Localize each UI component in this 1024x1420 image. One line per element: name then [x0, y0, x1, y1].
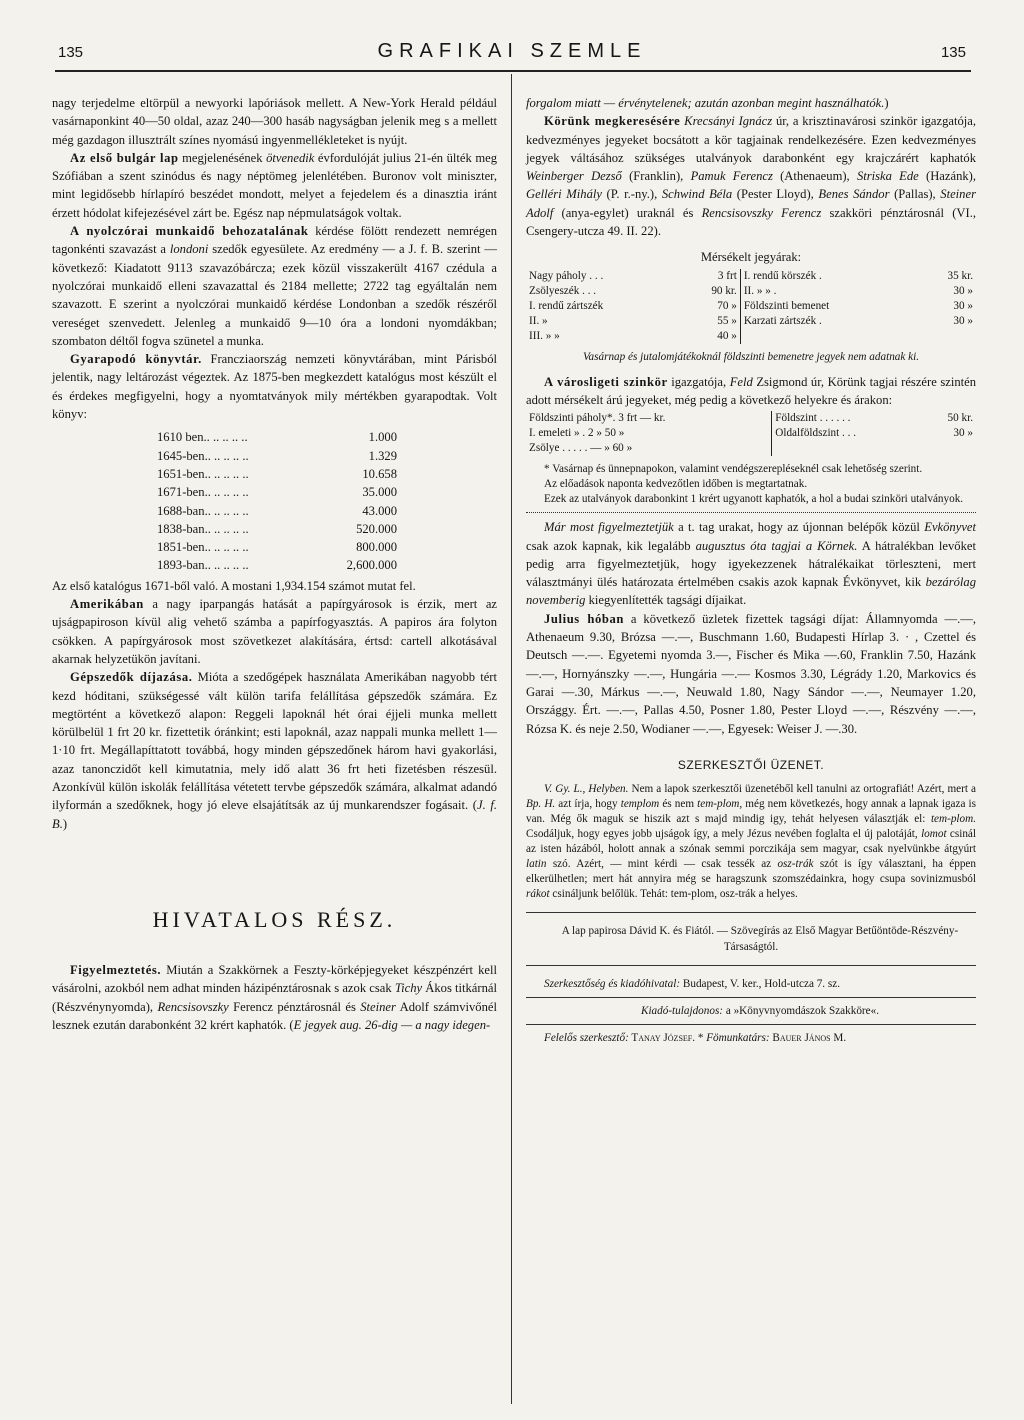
article-america-paper	[52, 595, 497, 668]
seat-name: Nagy páholy . . .	[529, 269, 604, 282]
article-newyork: nagy terjedelme eltörpül a newyorki lapóriások mellett. A New-York Herald például vasárnaponkint 40—50 oldal, azaz 240—300 hasáb nagyságban jelenik meg s a mellett még gazdagon illusztrált színes nyomású ingyenmellékleteket is nyújt.	[52, 96, 497, 147]
text: (Pallas),	[889, 187, 941, 202]
text: Csodáljuk, hogy egyes jobb ujságok így, a mely Jézus nevében foglalta el új palotáját,	[526, 828, 922, 841]
seat-name: II. »	[529, 314, 548, 327]
catalog-year: 1893-ban.. .. .. .. ..	[157, 558, 249, 573]
text: szó. Azért, — mint kérdi — csak tessék az	[546, 858, 778, 871]
catalog-year: 1645-ben.. .. .. .. ..	[157, 448, 249, 463]
emphasis: ötvenedik	[266, 150, 315, 165]
emphasis: Steiner	[360, 999, 396, 1014]
text: (Franklin),	[621, 169, 691, 184]
price-table-krisztina	[526, 269, 976, 344]
article-varosliget-theatre	[526, 373, 976, 410]
text: Miután a Szakkörnek a Feszty-körképjegyeket készpénzért kell vásárolni, azokból nem adhat minden házipénztárosnak s azok csak	[52, 963, 497, 996]
emphasis: Striska Ede	[856, 169, 919, 184]
seat-name: Zsölyeszék . . .	[529, 284, 597, 297]
notice-continued	[526, 94, 976, 112]
seat-price: 30 »	[953, 284, 973, 297]
text: igazgatója,	[667, 374, 730, 389]
seat-name	[740, 329, 916, 344]
text: Ákos titkárnál (Részvénynyomda),	[52, 981, 497, 1014]
seat-price	[922, 441, 976, 456]
table-row	[526, 441, 976, 456]
catalog-value: 800.000	[356, 540, 397, 555]
emphasis: Szerkesztőség és kiadóhivatal:	[544, 978, 681, 991]
prices-note	[526, 350, 976, 365]
emphasis: templom	[620, 798, 660, 811]
catalog-value: 35.000	[362, 485, 397, 500]
text: )	[62, 816, 68, 831]
catalog-row	[157, 502, 397, 520]
emphasis: V. Gy. L., Helyben.	[544, 783, 629, 796]
text: és nem	[659, 798, 698, 811]
seat-price: 90 kr.	[711, 284, 737, 297]
table-row	[526, 329, 976, 344]
text: kiegyenlítették tagsági díjaikat.	[585, 593, 747, 608]
catalog-value: 1.000	[368, 430, 397, 445]
catalog-value: 43.000	[362, 503, 397, 518]
seat-price: 30 »	[953, 299, 973, 312]
text: Budapest, V. ker., Hold-utcza 7. sz.	[680, 978, 841, 991]
emphasis: Bp. H.	[526, 798, 556, 811]
text: Mióta a szedőgépek használata Amerikában nagyobb tért kezd hóditani, szükségessé vált külön tarifa felállítása gépszedők számára. Ez megtörtént a következő alapon: Reggeli lapoknál hét órai éjjeli munka mellett körülbelül 1 frt 20 kr. fizettetik óránkint; esti lapoknál, azaz nappali munka mellett 1—1·10 frt. Megállapíttatott továbbá, hogy minden gépszedőnek három havi gyakorlási, azaz tanonczidőt kell kimutatnia, mely idő alatt 36 frt heti fizetésben részesül. Azonkívül külön iskolák felállítása vétetett tervbe gépszedők számára, alkalmat adandó ilyformán a szedőknek, hogy jó eleve elsajátítsák az új munkarendszer fogásait. (	[52, 670, 497, 813]
emphasis: Rencsisovszky	[157, 999, 229, 1014]
article-krisztina-theatre	[526, 112, 976, 240]
footer-office	[526, 976, 976, 992]
emphasis: osz-trák	[777, 858, 814, 871]
seat-price: 30 »	[953, 314, 973, 327]
editor-message	[526, 782, 976, 902]
text: azt írja, hogy	[555, 798, 621, 811]
footnote: * Vasárnap és ünnepnapokon, valamint vendégszerepléseknél csak lehetőség szerint.	[544, 463, 923, 476]
text: a következő üzletek fizettek tagsági díjat: Államnyomda —.—, Athenaeum 9.30, Brózsa —.—, Buschmann 1.60, Budapesti Hírlap 3. · , Czettel és Deutsch —.—. Egyetemi nyomda 3.—, Fischer és Mika —.60, Franklin 7.50, Hazánk —.—, Hornyánszky —.—, Hungária —.— Kosmos 3.30, Légrády 1.20, Markovics és Garai —.30, Márkus —.—, Neuwald 1.80, Nagy Sándor —.—, Neumayer 1.20, Országgy. Ért. —.—, Pallas 4.50, Posner 1.80, Pester Lloyd —.—, Részvény —.—, Rózsa K. és neje 2.50, Wodianer —.—, Egyesek: Weiser J. —.30.	[526, 611, 976, 736]
article-yearbook	[526, 518, 976, 609]
right-column	[526, 94, 976, 1046]
seat-name: Karzati zártszék .	[740, 314, 916, 329]
seat-price: 55 »	[717, 314, 737, 327]
emphasis: Pamuk Ferencz	[690, 169, 773, 184]
text: a t. tag urakat, hogy az újonnan belépők közül	[673, 520, 925, 535]
catalog-summary: Az első katalógus 1671-ből való. A mostani 1,934.154 számot mutat fel.	[52, 578, 416, 593]
emphasis: tem-plom,	[697, 798, 743, 811]
editor-message-title: SZERKESZTŐI ÜZENET.	[677, 757, 825, 772]
seat-name: I. rendű körszék .	[740, 269, 916, 284]
text: kérdése fölött rendezett nemrégen tagonkénti szavazást a	[52, 224, 497, 257]
text: Adolf számvivőnél lesznek ezután darabonként 32 krért kaphatók. (	[52, 999, 497, 1033]
footer-editors	[526, 1030, 976, 1046]
emphasis: Gelléri Mihály	[526, 187, 602, 202]
page-number-right: 135	[940, 44, 966, 61]
journal-title: GRAFIKAI SZEMLE	[377, 40, 647, 62]
catalog-year: 1851-ben.. .. .. .. ..	[157, 540, 249, 555]
seat-price: 50 kr.	[947, 412, 973, 425]
article-fees-july	[526, 610, 976, 738]
seat-price: 3 frt	[717, 269, 737, 282]
lead: Amerikában	[70, 597, 144, 612]
catalog-row	[157, 520, 397, 538]
text: A hátralékban levőket pedig arra figyelmeztetjük, hogy igyekezzenek hátralékaikat törleszteni, mert választmányi ülés határozata értelmében csakis azok kapnak Évkönyvet, kik	[526, 538, 976, 590]
header-rule	[55, 70, 971, 72]
footnote: Az előadások naponta kedvezőtlen időben is megtartatnak.	[544, 478, 808, 491]
catalog-value: 1.329	[368, 448, 397, 463]
page-header	[0, 0, 1024, 72]
seat-price	[916, 329, 976, 344]
text: Nem a lapok szerkesztői üzenetéből kell tanulni az ortografiát! Azért, mert a	[628, 783, 976, 796]
lead: Julius hóban	[544, 611, 624, 626]
catalog-value: 520.000	[356, 521, 397, 536]
footer-rule	[526, 997, 976, 998]
lead: Figyelmeztetés.	[70, 963, 162, 978]
seat-name: III. » »	[529, 329, 560, 342]
seat-name: II. » » .	[740, 284, 916, 299]
emphasis: Krecsányi Ignácz	[680, 114, 773, 129]
emphasis: Kiadó-tulajdonos:	[640, 1005, 724, 1018]
seat-name: I. emeleti » . 2 » 50 »	[529, 427, 625, 440]
catalog-value: 10.658	[362, 466, 397, 481]
catalog-year: 1838-ban.. .. .. .. ..	[157, 521, 249, 536]
text: a »Könyvnyomdászok Szakköre«.	[723, 1005, 880, 1018]
lead: Gépszedők díjazása.	[70, 670, 193, 685]
text: csak azok kapnak, kik legalább	[526, 538, 696, 553]
text: szedők egyesülete. Az eredmény — a J. f. B. szerint — következő: Kiadatott 9113 szavazóbárcza; ezek közül visszakerült 4167 czédula a nyolczórai munkaidő elleni szavazattal és 2184 mellette; 2722 tag egyáltalán nem szavazott. E szerint a nyolczórai munkaidő kérdése Londonban a szedők részéről vereséget szenvedett. Jelenleg a munkaidő 9—10 óra a londoni nyomdákban; szombaton déltől fogva szünetel a munka.	[52, 242, 497, 348]
catalog-year: 1651-ben.. .. .. .. ..	[157, 466, 249, 481]
emphasis: londoni	[169, 242, 209, 257]
seat-price: 30 »	[953, 427, 973, 440]
column-divider	[511, 74, 512, 1404]
catalog-row	[157, 447, 397, 465]
article-bulgarian-paper	[52, 149, 497, 222]
text: a nagy iparpangás hatását a papírgyárosok is érzik, mert az ujságpapiroson kívül alig vehető számba a papírfogyasztás. A papiros ára folyton csökken. A papírgyárosok most szövetkezet alakítására, értsd: cartell alkotásával akarnak helyzetükön javítani.	[52, 597, 497, 666]
article-machine-setters	[52, 668, 497, 833]
source-signature: J. f. B.	[52, 798, 497, 831]
catalog-row	[157, 428, 397, 446]
emphasis: bezárólag novemberig	[526, 575, 976, 608]
catalog-row	[157, 556, 397, 574]
text: Francziaország nemzeti könyvtárában, mint Párisból jelentik, nagy leltározást végeztek. Az 1875-ben megkezdett katalógus most készült el és érdekes megfigyelni, hogy a nyomtatványok mily mértékben gyarapodtak. Volt könyv:	[52, 352, 497, 422]
text: csinál az isten házából, holott annak a szónak semmi porczikája sem magyar, csak nyelvünkbe átgyúrt	[526, 828, 976, 856]
text: még nem következés, hogy annak a lapnak igaza is van. Még ők maguk se hiszik azt s majd mindig igy, tehát helyesen választják el:	[526, 798, 977, 826]
table-row	[526, 411, 976, 426]
emphasis: latin	[526, 858, 547, 871]
text: csináljunk belőlük. Tehát: tem-plom, osz-trák a helyes.	[549, 888, 798, 901]
text: )	[884, 96, 889, 110]
catalog-year: 1688-ban.. .. .. .. ..	[157, 503, 249, 518]
emphasis: Tichy	[394, 981, 423, 996]
text: szót is így választani, ha éppen elkerülhetlen; mert hát annyira még se haragszunk szomszédainkra, hogy csupa sovinizmusból	[526, 858, 976, 886]
article-eight-hours	[52, 222, 497, 350]
emphasis: lomot	[921, 828, 947, 841]
footer-paper-source: A lap papirosa Dávid K. és Fiától. — Szövegírás az Első Magyar Betűöntöde-Részvény-Társaságtól.	[561, 925, 959, 954]
emphasis: E jegyek aug. 26-dig — a nagy idegen-	[293, 1018, 491, 1033]
emphasis: Weinberger Dezső	[526, 169, 622, 184]
catalog-year: 1610 ben.. .. .. .. ..	[157, 430, 248, 445]
text: (Hazánk),	[918, 169, 976, 184]
footer-rule	[526, 965, 976, 966]
seat-price: 35 kr.	[947, 269, 973, 282]
page-number-left: 135	[58, 44, 84, 61]
table-row	[526, 284, 976, 299]
footer-rule	[526, 1024, 976, 1025]
seat-name: Oldalföldszint . . .	[772, 426, 922, 441]
price-table-varosliget	[526, 411, 976, 456]
text: (P. r.-ny.),	[601, 187, 662, 202]
emphasis: rákot	[526, 888, 550, 901]
emphasis: augusztus óta tagjai a Körnek.	[695, 538, 858, 553]
catalog-value: 2,600.000	[346, 558, 397, 573]
seat-price: 70 »	[717, 299, 737, 312]
lead: Körünk megkeresésére	[544, 114, 681, 129]
emphasis: forgalom miatt — érvénytelenek; azután azonban megint használhatók.	[526, 96, 885, 110]
seat-name: I. rendű zártszék	[529, 299, 604, 312]
footnote: Ezek az utalványok darabonkint 1 krért ugyanott kaphatók, a hol a budai szinköri utalványok.	[544, 493, 964, 506]
prices-title: Mérsékelt jegyárak:	[700, 250, 802, 265]
footer-publisher	[526, 1003, 976, 1019]
emphasis: tem-plom.	[930, 813, 976, 826]
catalog-row	[157, 538, 397, 556]
lead: A nyolczórai munkaidő behozatalának	[70, 224, 309, 239]
emphasis: Rencsisovszky Ferencz	[701, 205, 822, 220]
catalog-year: 1671-ben.. .. .. .. ..	[157, 485, 249, 500]
seat-name: Földszinti páholy*. 3 frt — kr.	[529, 412, 666, 425]
emphasis: Feld	[729, 374, 753, 389]
emphasis: Felelős szerkesztő:	[544, 1032, 629, 1045]
catalog-row	[157, 483, 397, 501]
text: úr, a krisztinavárosi szinkör igazgatója, kedvezményes jegyeket bocsátott a kör tagjainak rendelkezésére. Ezen kedvezményes jegyek váltásához szükséges utalványok darabonként egy krajczárért kaphatók	[526, 114, 976, 165]
emphasis: Evkönyvet	[924, 520, 976, 535]
emphasis: Benes Sándor	[818, 187, 890, 202]
lead: Gyarapodó könyvtár.	[70, 352, 202, 367]
dotted-divider	[526, 512, 976, 513]
text: (anya-egylet) uraknál és	[553, 205, 702, 220]
seat-name: Zsölye . . . . . — » 60 »	[529, 442, 633, 455]
emphasis: Már most figyelmeztetjük	[544, 520, 674, 535]
table-row	[526, 299, 976, 314]
catalog-row	[157, 465, 397, 483]
seat-price: 40 »	[717, 329, 737, 342]
left-column	[52, 94, 497, 1034]
article-notice	[52, 961, 497, 1034]
table-row	[526, 314, 976, 329]
seat-name: Földszinti bemenet	[740, 299, 916, 314]
article-library	[52, 350, 497, 423]
lead: A városligeti szinkör	[544, 374, 668, 389]
emphasis: Fömunkatárs:	[706, 1032, 770, 1045]
text: évfordulóját julius 21-én ülték meg Szófiában a szent szinódus és nagy néptömeg jelenlétében. Buronov volt miniszter, mint legidősebb hírlapíró beszédet mondott, melyet a fejedelem és a dinasztia iránt érzett hódolat kifejezésével zárt be. Egész nap népmulatságok voltak.	[52, 150, 498, 220]
text: *	[695, 1032, 707, 1045]
text: Bauer János M.	[769, 1032, 847, 1045]
seat-name	[772, 441, 922, 456]
text: Ferencz pénztárosnál és	[228, 999, 361, 1014]
catalog-table	[52, 428, 497, 574]
emphasis: Schwind Béla	[661, 187, 733, 202]
text: megjelenésének	[178, 150, 267, 165]
text: Zsigmond úr, Körünk tagjai részére szintén adott mérsékelt árú jegyeket, még pedig a következő helyekre és árakon:	[526, 374, 976, 407]
text: szakköri pénztárosnál (VI., Csengery-utcza 49. II. 22).	[526, 205, 976, 239]
lead: Az első bulgár lap	[70, 150, 179, 165]
table-row	[526, 269, 976, 284]
emphasis: Vasárnap és jutalomjátékoknál földszinti bemenetre jegyek nem adatnak ki.	[582, 350, 920, 363]
section-title-official: HIVATALOS RÉSZ.	[152, 906, 397, 932]
text: Tanay József.	[628, 1032, 696, 1045]
text: (Athenaeum),	[772, 169, 857, 184]
emphasis: Steiner Adolf	[526, 187, 976, 220]
seat-name: Földszint . . . . . .	[772, 411, 922, 426]
footer-rule	[526, 912, 976, 913]
text: (Pester Lloyd),	[732, 187, 819, 202]
table-row	[526, 426, 976, 441]
